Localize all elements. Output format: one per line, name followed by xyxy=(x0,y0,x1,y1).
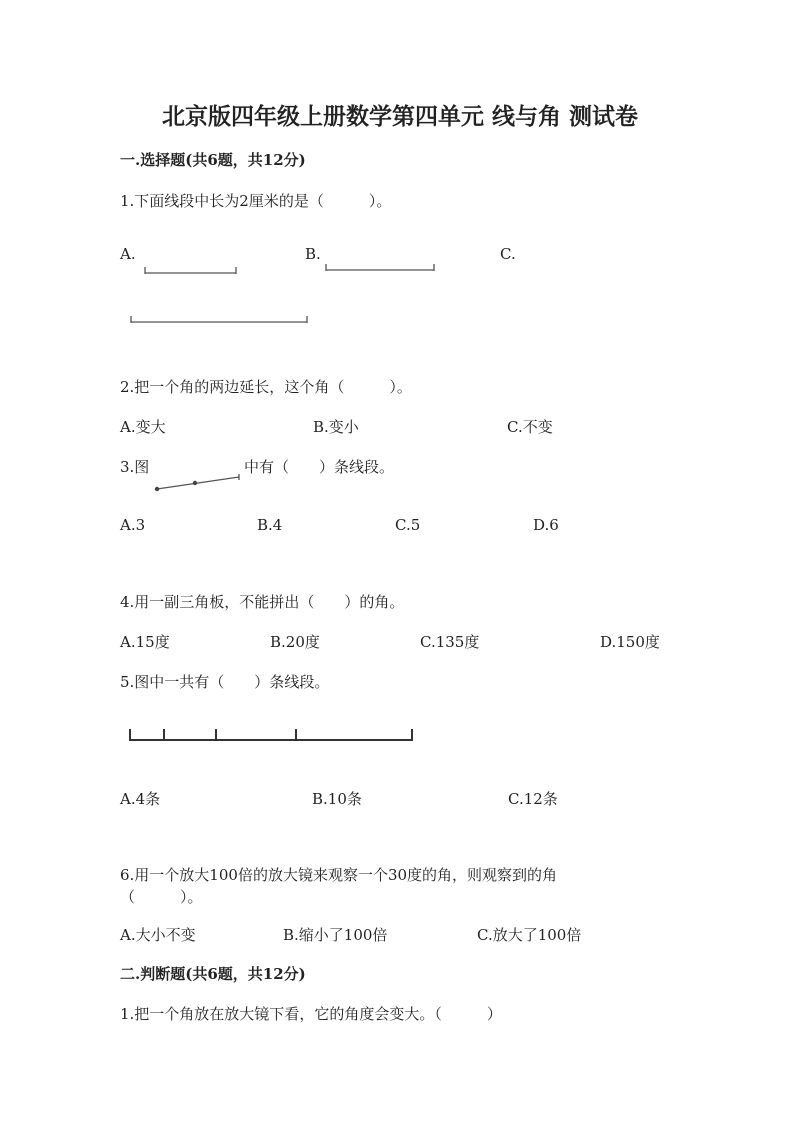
judgement-question-1: 1.把一个角放在放大镜下看，它的角度会变大。（ ） xyxy=(120,1005,502,1023)
q4-option-c: C.135度 xyxy=(420,633,480,651)
question-3-before: 3.图 xyxy=(120,458,150,476)
q3-option-d: D.6 xyxy=(533,516,559,534)
question-1: 1.下面线段中长为2厘米的是（ ）。 xyxy=(120,192,392,210)
q2-option-a: A.变大 xyxy=(120,418,166,436)
question-2: 2.把一个角的两边延长，这个角（ ）。 xyxy=(120,378,412,396)
q6-option-c: C.放大了100倍 xyxy=(477,926,582,944)
q4-option-d: D.150度 xyxy=(600,633,660,651)
q2-option-c: C.不变 xyxy=(507,418,553,436)
q4-option-a: A.15度 xyxy=(120,633,170,651)
q6-option-a: A.大小不变 xyxy=(120,926,196,944)
page-title: 北京版四年级上册数学第四单元 线与角 测试卷 xyxy=(161,103,638,130)
q1-option-a: A. xyxy=(120,245,136,263)
section-heading-choice: 一.选择题(共6题，共12分) xyxy=(120,151,306,169)
question-6-line2: （ ）。 xyxy=(120,888,203,906)
q2-option-b: B.变小 xyxy=(313,418,359,436)
q5-option-b: B.10条 xyxy=(312,790,362,808)
q3-option-b: B.4 xyxy=(257,516,283,534)
question-3-after: 中有（ ）条线段。 xyxy=(244,458,395,476)
q3-option-c: C.5 xyxy=(395,516,421,534)
q5-option-c: C.12条 xyxy=(508,790,558,808)
q3-option-a: A.3 xyxy=(120,516,146,534)
q5-option-a: A.4条 xyxy=(120,790,161,808)
question-5: 5.图中一共有（ ）条线段。 xyxy=(120,673,330,691)
question-4: 4.用一副三角板，不能拼出（ ）的角。 xyxy=(120,593,405,611)
question-6-line1: 6.用一个放大100倍的放大镜来观察一个30度的角，则观察到的角 xyxy=(120,866,558,884)
q1-option-c: C. xyxy=(500,245,516,263)
q1-option-b: B. xyxy=(305,245,321,263)
q6-option-b: B.缩小了100倍 xyxy=(283,926,388,944)
section-heading-judgement: 二.判断题(共6题，共12分) xyxy=(120,965,306,983)
q4-option-b: B.20度 xyxy=(270,633,320,651)
